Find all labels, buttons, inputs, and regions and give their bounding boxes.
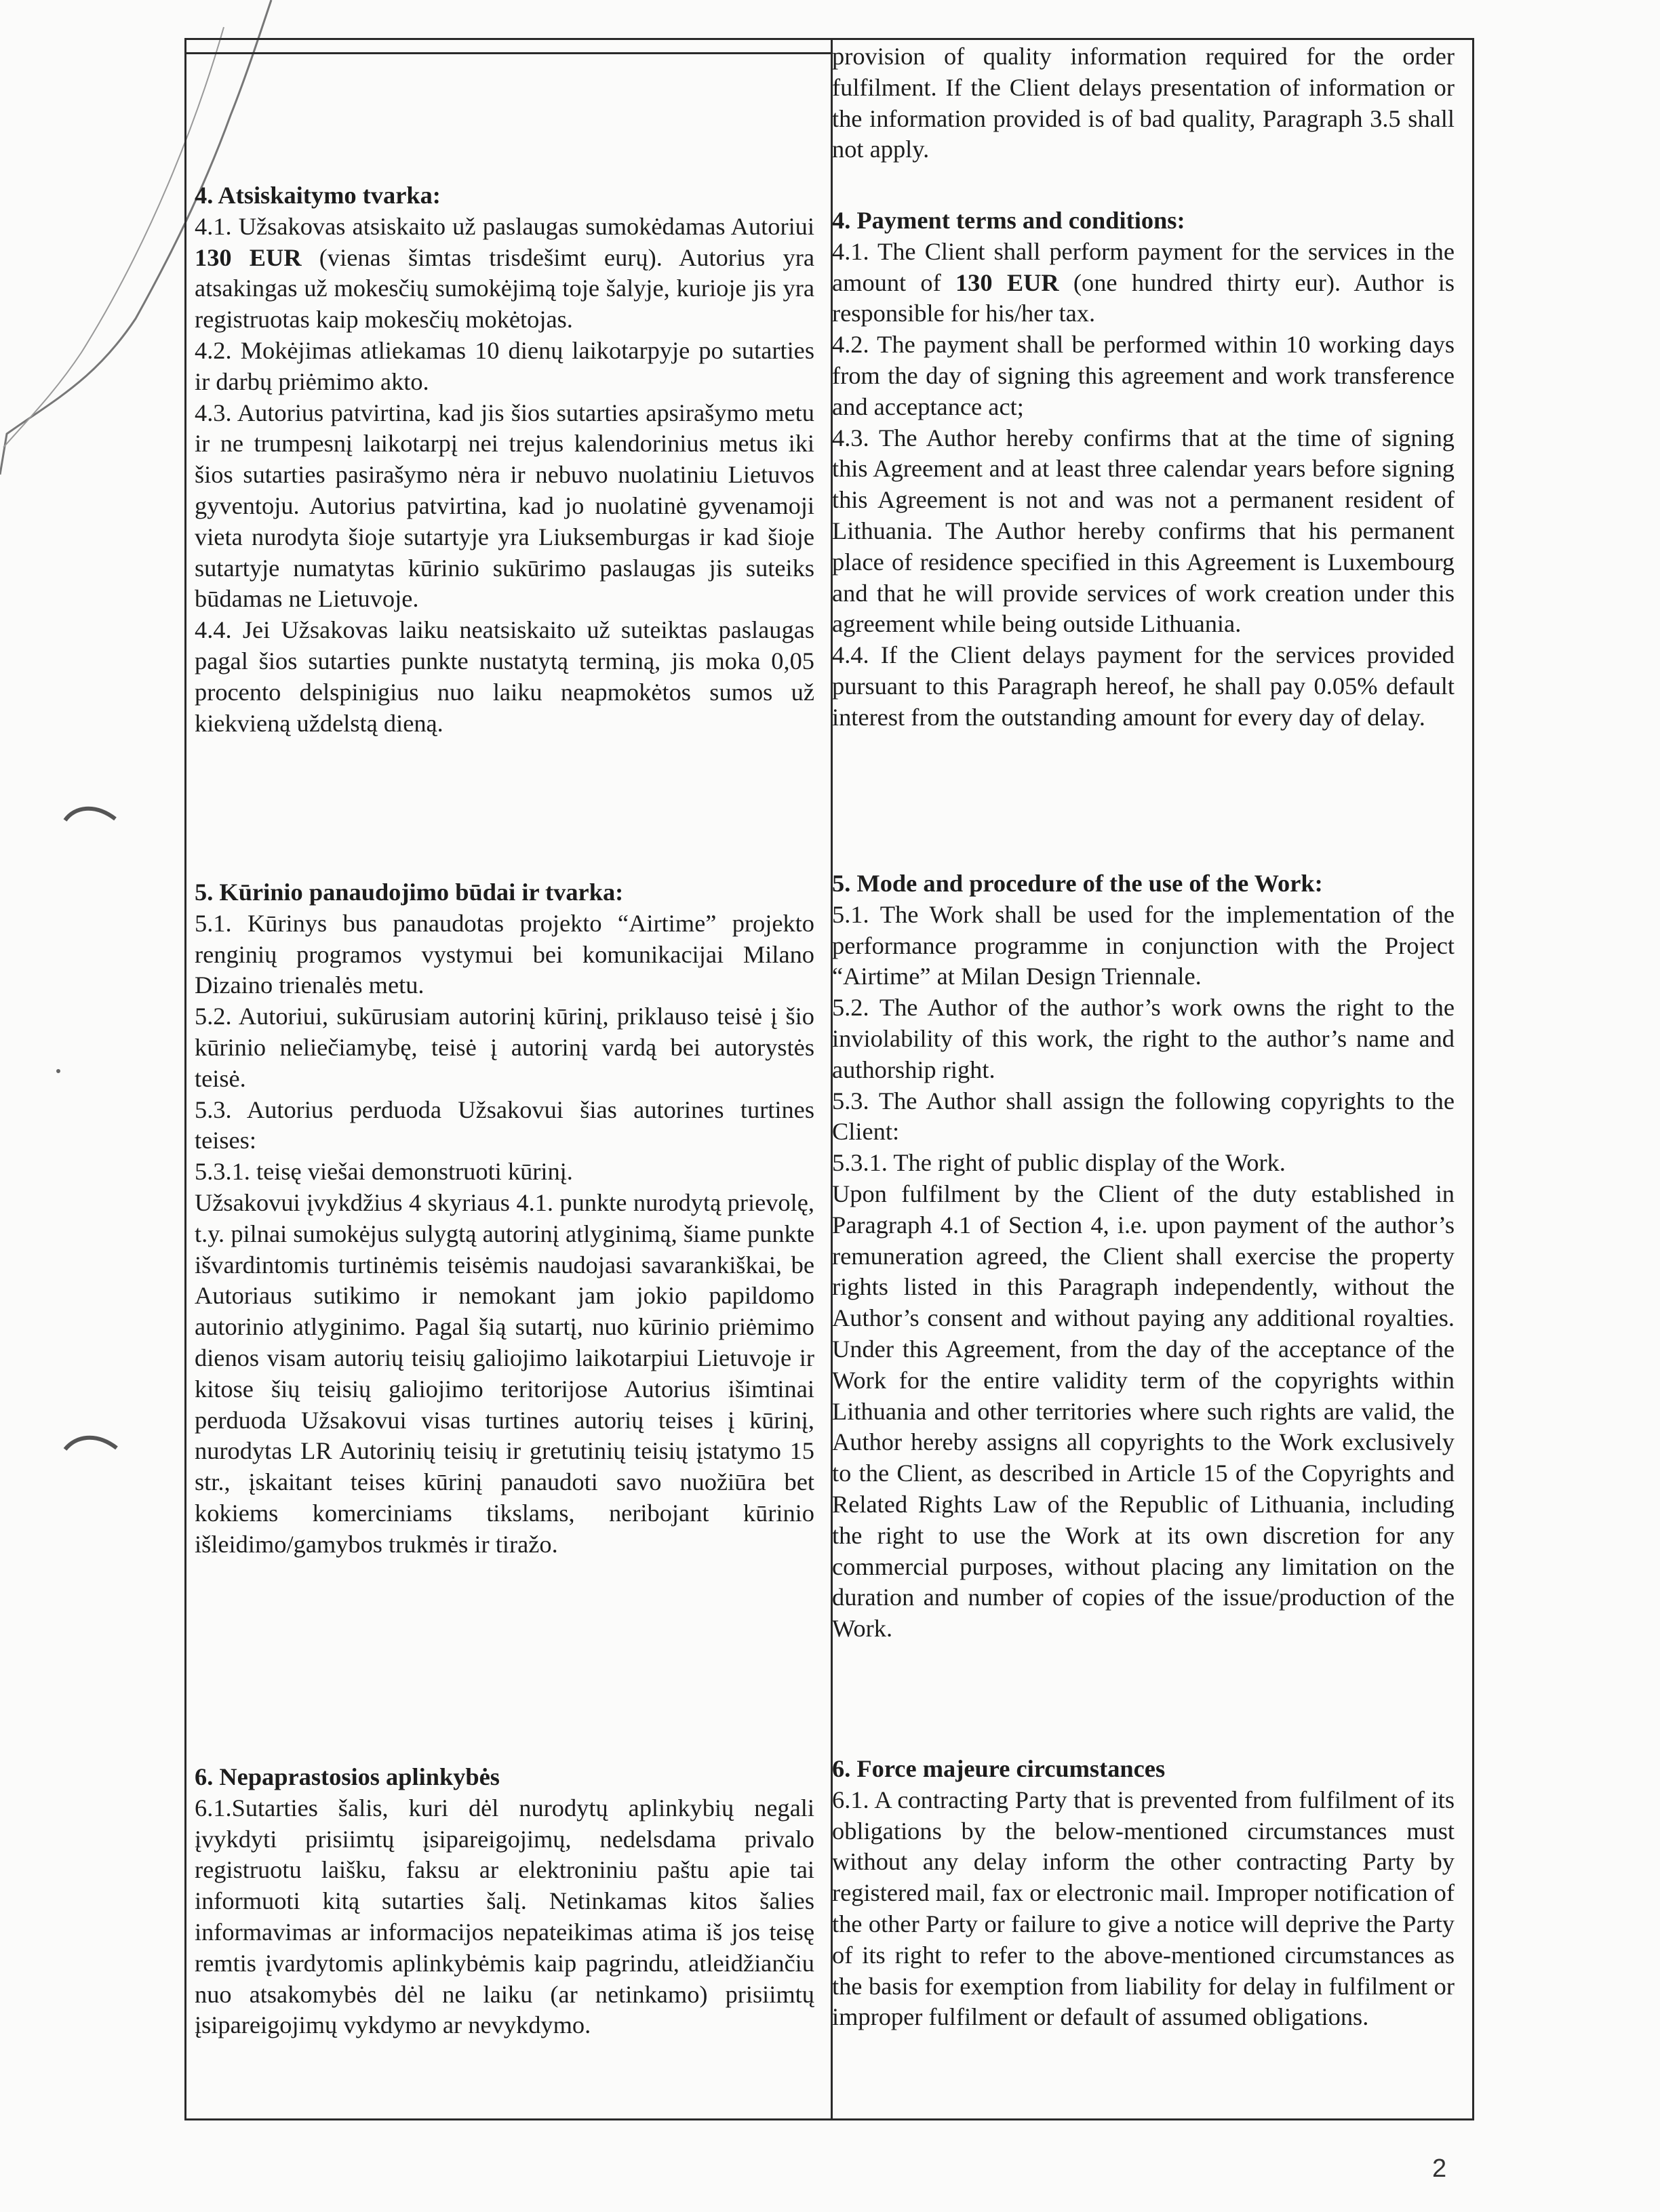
en-section-6-heading: 6. Force majeure circumstances	[832, 1755, 1166, 1782]
en-clause-4-3: 4.3. The Author hereby confirms that at the time of signing this Agreement and at least three calendar years before signing this Agreement is not and was not a permanent resident of Lithuania. The Author hereby confirms that his permanent place of residence specified in this Agreement is Luxembourg and that he will provide services of work creation under this agreement while being outside Lithuania.	[832, 424, 1455, 638]
en-clause-5-2: 5.2. The Author of the author’s work owns the right to the inviolability of this work, the right to the author’s name and authorship right.	[832, 994, 1455, 1083]
en-section-6	[832, 1754, 1455, 2033]
lt-clause-4-3: 4.3. Autorius patvirtina, kad jis šios sutarties apsirašymo metu ir ne trumpesnį laikotarpį nei trejus kalendorinius metus iki šios sutarties pasirašymo nėra ir nebuvo nuolatiniu Lietuvos gyventoju. Autorius patvirtina, kad jo nuolatinė gyvenamoji vieta nurodyta šioje sutartyje yra Liuksemburgas ir kad šioje sutartyje numatytas kūrinio sukūrimo paslaugas jis suteiks būdamas ne Lietuvoje.	[195, 399, 814, 613]
en-clause-5-3-1: 5.3.1. The right of public display of the Work.	[832, 1149, 1286, 1177]
dust-speck	[56, 1069, 60, 1073]
lt-section-4-heading: 4. Atsiskaitymo tvarka:	[195, 182, 441, 209]
page-number: 2	[1432, 2154, 1447, 2183]
lt-clause-4-2: 4.2. Mokėjimas atliekamas 10 dienų laikotarpyje po sutarties ir darbų priėmimo akto.	[195, 336, 814, 395]
lt-clause-5-body: Užsakovui įvykdžius 4 skyriaus 4.1. punkte nurodytą prievolę, t.y. pilnai sumokėjus sulygtą autorinį atlyginimą, šiame punkte išvardintomis turtinėmis teisėmis naudojasi savarankiškai, be Autoriaus sutikimo ir nemokant jam jokio papildomo autorinio atlyginimo. Pagal šią sutartį, nuo kūrinio priėmimo dienos visam autorių teisių galiojimo laikotarpiui Lietuvoje ir kitose šių teisių galiojimo teritorijose Autorius išimtinai perduoda Užsakovui visas turtines autorių teises į kūrinį, nurodytas LR Autorinių teisių ir gretutinių teisių įstatymo 15 str., įskaitant teises kūrinį panaudoti savo nuožiūra bet kokiems komerciniams tikslams, neribojant kūrinio išleidimo/gamybos trukmės ir tiražo.	[195, 1188, 814, 1558]
lt-section-5-heading: 5. Kūrinio panaudojimo būdai ir tvarka:	[195, 879, 624, 906]
lt-section-4	[195, 180, 814, 739]
en-clause-5-1: 5.1. The Work shall be used for the implementation of the performance programme in conjunction with the Project “Airtime” at Milan Design Triennale.	[832, 900, 1455, 990]
lt-section-6	[195, 1762, 814, 2041]
en-clause-5-body: Upon fulfilment by the Client of the duty established in Paragraph 4.1 of Section 4, i.e. upon payment of the author’s remuneration agreed, the Client shall exercise the property rights listed in this Paragraph independently, without the Author’s consent and without paying any additional royalties. Under this Agreement, from the day of the acceptance of the Work for the entire validity term of the copyrights within Lithuania and other territories where such rights are valid, the Author hereby assigns all copyrights to the Work exclusively to the Client, as described in Article 15 of the Copyrights and Related Rights Law of the Republic of Lithuania, including the right to use the Work at its own discretion for any commercial purposes, without placing any limitation on the duration and number of copies of the issue/production of the Work.	[832, 1180, 1455, 1643]
en-section-4	[832, 205, 1455, 733]
en-carryover-text: provision of quality information required for the order fulfilment. If the Client delays presentation of information or the information provided is of bad quality, Paragraph 3.5 shall not apply.	[832, 43, 1455, 163]
staple-mark	[65, 1438, 117, 1449]
en-clause-4-1: 4.1. The Client shall perform payment for the services in the amount of 130 EUR (one hundred thirty eur). Author is responsible for his/her tax.	[832, 237, 1455, 327]
lt-clause-5-1: 5.1. Kūrinys bus panaudotas projekto “Airtime” projekto renginių programos vystymui bei komunikacijai Milano Dizaino trienalės metu.	[195, 909, 814, 999]
lt-clause-6-1: 6.1.Sutarties šalis, kuri dėl nurodytų aplinkybių negali įvykdyti prisiimtų įsipareigojimų, nedelsdama privalo registruotu laišku, faksu ar elektroniniu paštu apie tai informuoti kitą sutarties šalį. Netinkamas kitos šalies informavimas ar informacijos nepateikimas atima iš jos teisę remtis įvardytomis aplinkybėmis kaip pagrindu, atleidžiančiu nuo atsakomybės dėl ne laiku (ar netinkamo) prisiimtų įsipareigojimų vykdymo ar nevykdymo.	[195, 1794, 814, 2039]
en-section-5-heading: 5. Mode and procedure of the use of the Work:	[832, 870, 1323, 897]
en-section-5	[832, 868, 1455, 1645]
lt-clause-5-3-1: 5.3.1. teisę viešai demonstruoti kūrinį.	[195, 1158, 573, 1186]
en-clause-4-2: 4.2. The payment shall be performed within 10 working days from the day of signing this agreement and work transference and acceptance act;	[832, 331, 1455, 420]
bilingual-contract-table	[184, 38, 1474, 2120]
lt-section-6-heading: 6. Nepaprastosios aplinkybės	[195, 1763, 500, 1790]
en-clause-4-4: 4.4. If the Client delays payment for the services provided pursuant to this Paragraph hereof, he shall pay 0.05% default interest from the outstanding amount for every day of delay.	[832, 641, 1455, 731]
en-clause-5-3: 5.3. The Author shall assign the following copyrights to the Client:	[832, 1087, 1455, 1146]
lt-section-5	[195, 877, 814, 1561]
lt-clause-5-2: 5.2. Autoriui, sukūrusiam autorinį kūrinį, priklauso teisė į šio kūrinio neliečiamybę, teisė į autorinį vardą bei autorystės teisė.	[195, 1003, 814, 1092]
en-carryover-cell	[832, 41, 1455, 165]
table-top-rule-left	[186, 52, 831, 54]
lt-clause-4-1: 4.1. Užsakovas atsiskaito už paslaugas sumokėdamas Autoriui 130 EUR (vienas šimtas trisdešimt eurų). Autorius yra atsakingas už mokesčių sumokėjimą toje šalyje, kurioje jis yra registruotas kaip mokesčių mokėtojas.	[195, 212, 814, 334]
staple-mark	[65, 809, 115, 820]
en-clause-6-1: 6.1. A contracting Party that is prevented from fulfilment of its obligations by the below-mentioned circumstances must without any delay inform the other contracting Party by registered mail, fax or electronic mail. Improper notification of the other Party or failure to give a notice will deprive the Party of its right to refer to the above-mentioned circumstances as the basis for exemption from liability for delay in fulfilment or improper fulfilment or default of assumed obligations.	[832, 1786, 1455, 2031]
lt-clause-4-4: 4.4. Jei Užsakovas laiku neatsiskaito už suteiktas paslaugas pagal šios sutarties punkte nustatytą terminą, jis moka 0,05 procento delspinigius nuo laiku neapmokėtos sumos už kiekvieną uždelstą dieną.	[195, 616, 814, 737]
en-section-4-heading: 4. Payment terms and conditions:	[832, 207, 1185, 234]
lt-clause-5-3: 5.3. Autorius perduoda Užsakovui šias autorines turtines teises:	[195, 1095, 814, 1154]
